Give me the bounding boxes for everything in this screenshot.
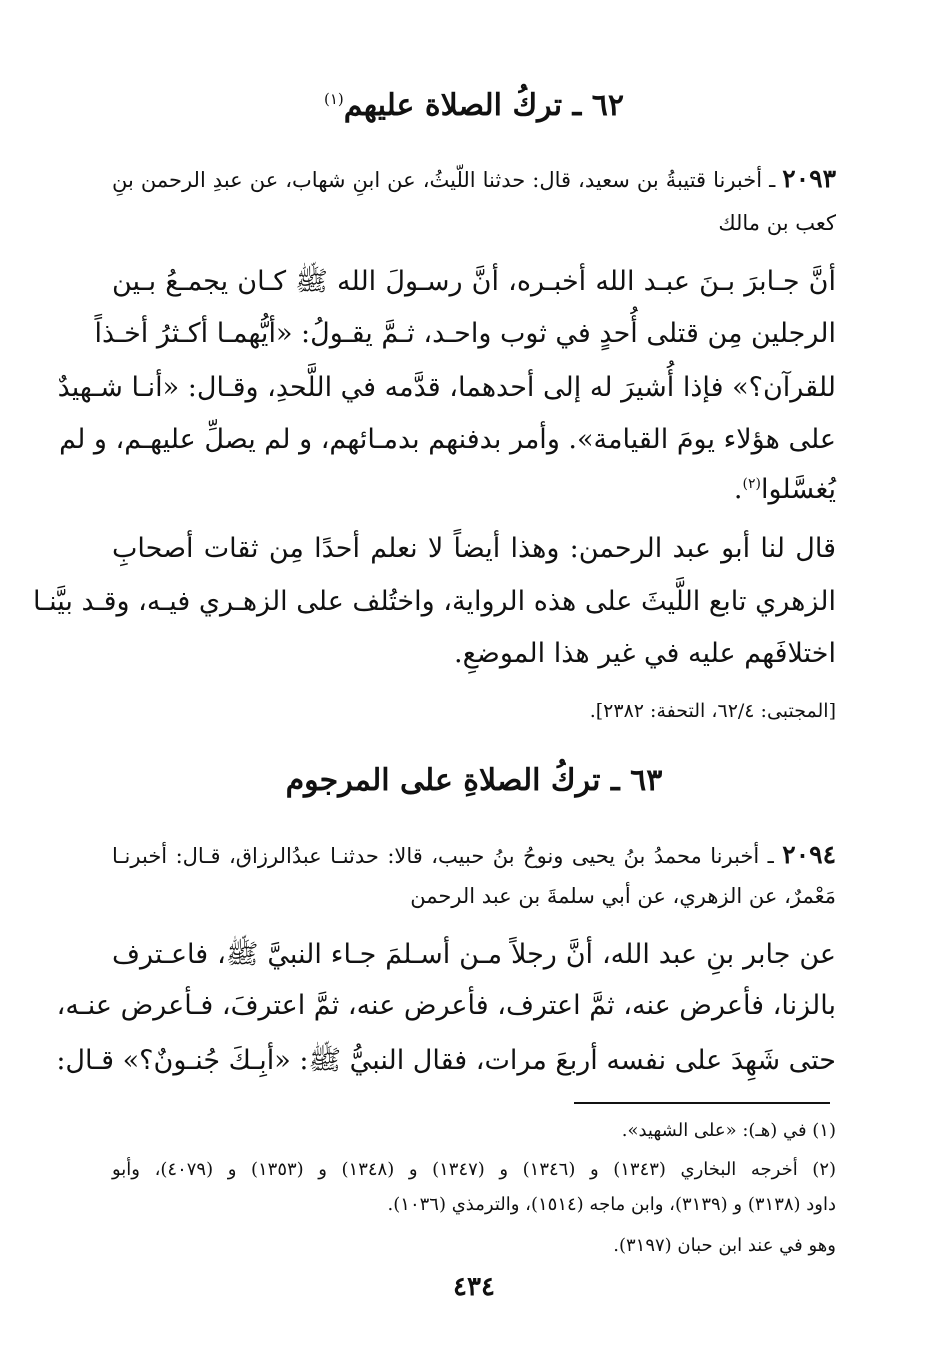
hadith-2093-matn-line-3: للقرآن؟» فإذا أُشيرَ له إلى أحدهما، قدَّمه في اللَّحدِ، وقـال: «أنـا شـهيدٌ	[57, 372, 836, 403]
footnote-1: (١) في (هـ): «على الشهيد».	[621, 1120, 836, 1141]
hadith-2094-matn-line-1: عن جابر بنِ عبد الله، أنَّ رجلاً مـن أسـلمَ جـاء النبيَّ ﷺ، فاعـترف	[112, 939, 836, 970]
hadith-2093-reference: [المجتبى: ٦٢/٤، التحفة: ٢٣٨٢].	[589, 700, 836, 722]
hadith-2093-isnad-1: ـ أخبرنا قتيبةُ بن سعيد، قال: حدثنا اللّيثُ، عن ابنِ شهاب، عن عبدِ الرحمن بنِ	[112, 168, 783, 192]
hadith-2094-isnad-line-2: مَعْمرٌ، عن الزهري، عن أبي سلمةَ بن عبد الرحمن	[410, 884, 836, 908]
footnote-2-line-2: داود (٣١٣٨) و (٣١٣٩)، وابن ماجه (١٥١٤)، والترمذي (١٠٣٦).	[387, 1194, 836, 1215]
chapter-62-title: ٦٢ ـ تركُ الصلاة عليهم	[343, 88, 624, 123]
footnote-2-line-1: (٢) أخرجه البخاري (١٣٤٣) و (١٣٤٦) و (١٣٤٧) و (١٣٤٨) و (١٣٥٣) و (٤٠٧٩)، وأبو	[112, 1159, 837, 1180]
hadith-2093-isnad-line-1	[112, 164, 836, 193]
chapter-63-heading	[0, 763, 948, 798]
hadith-2093-comment-line-3: اختلافَهم عليه في غير هذا الموضعِ.	[453, 638, 836, 669]
hadith-2093-matn-5: يُغسَّلوا	[760, 474, 836, 505]
hadith-2094-number: ٢٠٩٤	[782, 840, 836, 869]
chapter-62-note-ref: (١)	[324, 90, 344, 108]
hadith-2093-comment-line-2: الزهري تابع اللَّيثَ على هذه الرواية، واختُلف على الزهـري فيـه، وقـد بيَّنـا	[33, 586, 836, 617]
hadith-2094-matn-line-3: حتى شَهِدَ على نفسه أربعَ مرات، فقال النبيُّ ﷺ: «أبِـكَ جُنـونٌ؟» قـال:	[56, 1045, 836, 1076]
hadith-2094-matn-line-2: بالزنا، فأعرض عنه، ثمَّ اعترف، فأعرض عنه، ثمَّ اعترفَ، فـأعرض عنـه،	[56, 990, 836, 1021]
hadith-2093-matn-line-2: الرجلين مِن قتلى أُحدٍ في ثوب واحـد، ثـمَّ يقـولُ: «أيُّهمـا أكـثرُ أخـذاً	[94, 318, 836, 349]
hadith-2093-matn-line-4: على هؤلاء يومَ القيامة». وأمر بدفنهم بدمـائهم، و لم يصلِّ عليهـم، و لم	[59, 424, 836, 455]
hadith-2093-isnad-line-2: كعب بن مالك	[718, 211, 836, 235]
chapter-63-title: ٦٣ ـ تركُ الصلاةِ على المرجوم	[285, 763, 663, 798]
hadith-2094-isnad-1: ـ أخبرنا محمدُ بنُ يحيى ونوحُ بنُ حبيب، قالا: حدثنـا عبدُالرزاق، قـال: أخبرنـا	[112, 844, 783, 868]
hadith-2093-matn-line-1: أنَّ جـابرَ بـنَ عبـد الله أخبـره، أنَّ رسـولَ الله ﷺ كـان يجمـعُ بـين	[112, 266, 836, 297]
footnote-2-ref: (٢)	[742, 476, 761, 492]
chapter-62-heading	[0, 88, 948, 123]
hadith-2093-matn-line-5	[112, 474, 836, 505]
hadith-2093-matn-5-end: .	[733, 474, 743, 505]
page-number: ٤٣٤	[453, 1272, 495, 1302]
hadith-2094-isnad-line-1	[112, 840, 836, 869]
footnote-2-line-3: وهو في عند ابن حبان (٣١٩٧).	[613, 1235, 836, 1256]
hadith-2093-number: ٢٠٩٣	[782, 164, 836, 193]
hadith-2093-comment-line-1: قال لنا أبو عبد الرحمن: وهذا أيضاً لا نعلم أحدًا مِن ثقات أصحابِ	[112, 533, 836, 564]
footnote-divider	[574, 1102, 830, 1104]
